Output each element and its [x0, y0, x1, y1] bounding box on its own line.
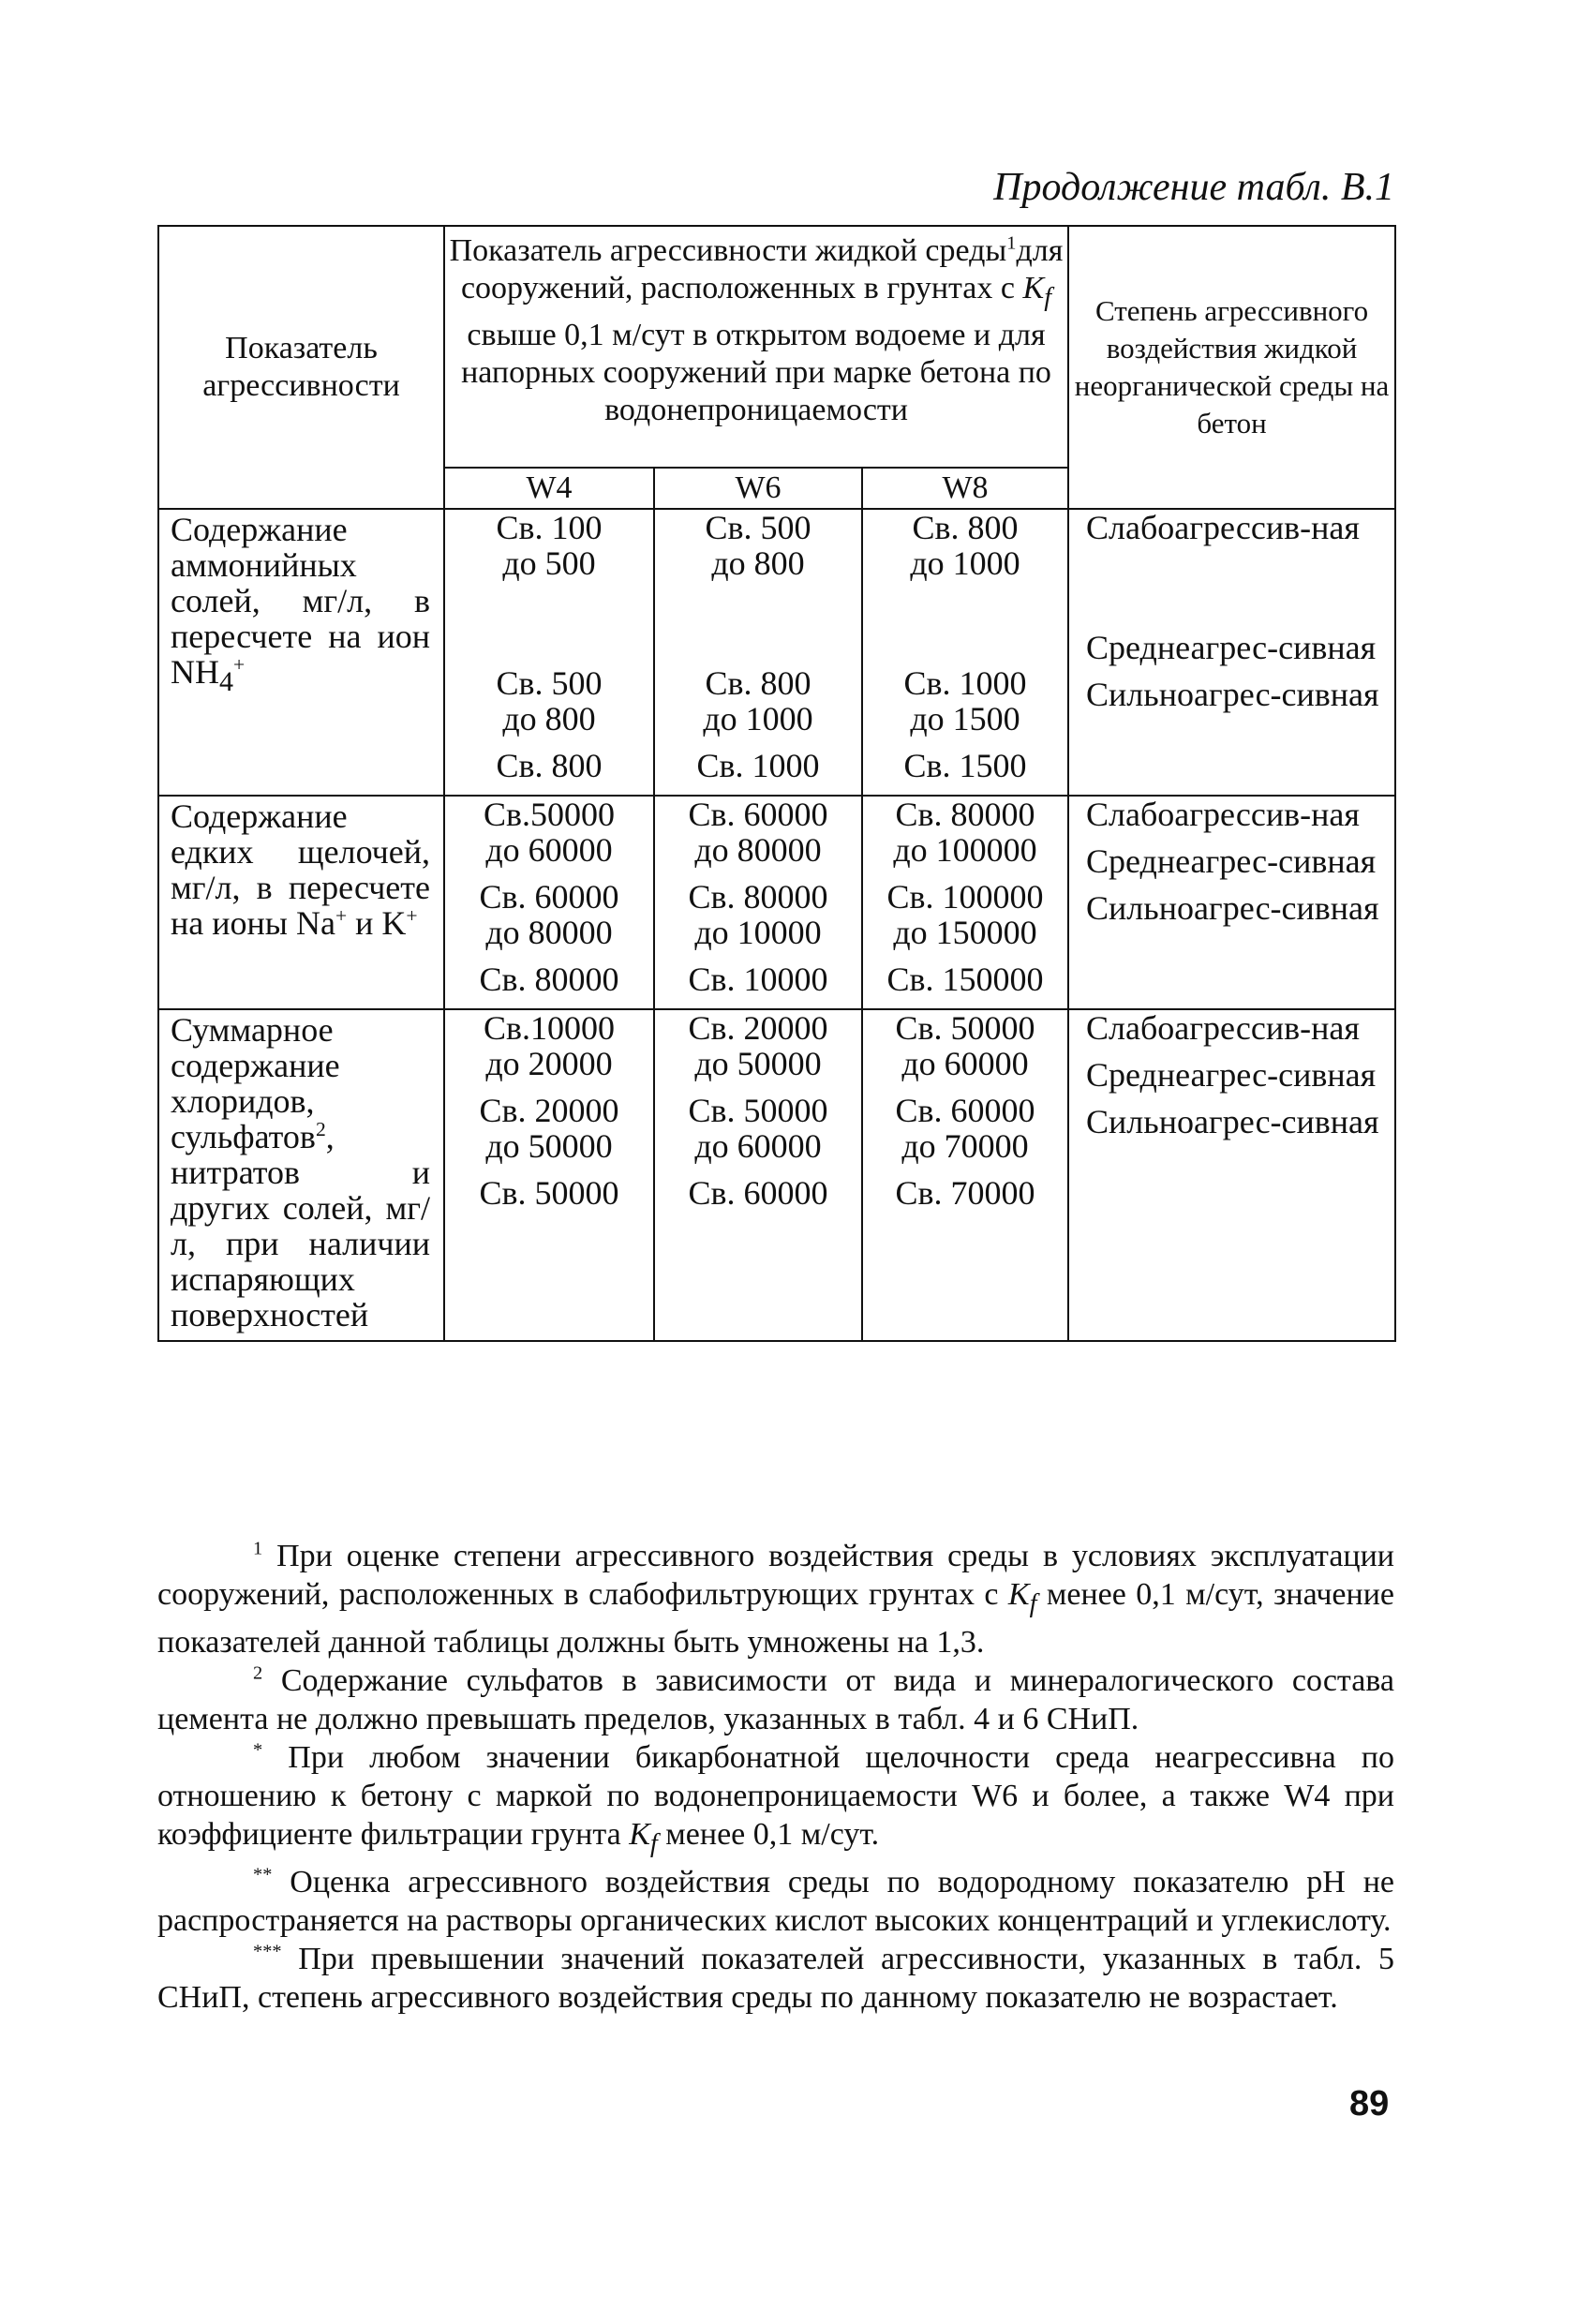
limit-value [445, 510, 653, 581]
limit-line: Св. 800 [912, 509, 1019, 546]
indicator-cell: Содержание аммонийных солей, мг/л, в пересчете на ион $NH_4^+$ [158, 509, 444, 796]
w4-cell [444, 509, 654, 796]
footnote: ** Оценка агрессивного воздействия среды по водородному показателю pH не распространяется на растворы органических кислот высоких концентраций и углекислоту. [157, 1864, 1394, 1938]
limit-value [655, 1175, 861, 1211]
w8-cell [862, 509, 1068, 796]
limit-value [445, 797, 653, 868]
limit-value [655, 1093, 861, 1164]
limit-line: до 1000 [703, 700, 813, 737]
limit-value [863, 1010, 1067, 1081]
limit-line: Св. 150000 [886, 961, 1044, 998]
limit-line: до 1000 [910, 544, 1020, 582]
limit-value [445, 1010, 653, 1081]
limit-line: до 70000 [901, 1127, 1029, 1165]
limit-line: до 60000 [485, 831, 613, 869]
limit-value [863, 748, 1067, 783]
limit-value [445, 1093, 653, 1164]
limit-line: до 500 [502, 544, 596, 582]
degree-value: Среднеагрес-сивная [1086, 629, 1377, 666]
limit-line: Св. 1000 [903, 664, 1027, 702]
limit-value [655, 665, 861, 737]
limit-value [863, 665, 1067, 737]
degree-value: Среднеагрес-сивная [1086, 842, 1377, 880]
header-indicator: Показатель агрессивности [158, 226, 444, 509]
limit-line: до 60000 [901, 1045, 1029, 1082]
limit-value [863, 879, 1067, 950]
degree-cell [1068, 509, 1395, 796]
w4-cell [444, 796, 654, 1009]
degree-value: Сильноагрес-сивная [1086, 676, 1379, 713]
header-degree: Степень агрессивного воздействия жидкой неорганической среды на бетон [1068, 226, 1395, 509]
degree-value: Сильноагрес-сивная [1086, 1103, 1379, 1140]
w8-cell [862, 1009, 1068, 1341]
aggressiveness-table [157, 225, 1396, 1342]
limit-line: Св. 500 [496, 664, 603, 702]
limit-value [445, 961, 653, 997]
header-w4: W4 [444, 468, 654, 509]
table-row [158, 796, 1395, 1009]
limit-value [445, 748, 653, 783]
limit-line: до 10000 [694, 914, 822, 951]
limit-line: Св. 60000 [688, 796, 828, 833]
limit-line: Св. 70000 [895, 1174, 1035, 1212]
limit-line: Св. 500 [705, 509, 811, 546]
limit-value [655, 961, 861, 997]
limit-line: до 100000 [893, 831, 1037, 869]
limit-value [655, 510, 861, 581]
limit-line: до 150000 [893, 914, 1037, 951]
w6-cell [654, 1009, 862, 1341]
header-w8: W8 [862, 468, 1068, 509]
table-row [158, 509, 1395, 796]
w6-cell [654, 509, 862, 796]
limit-value [655, 879, 861, 950]
w6-cell [654, 796, 862, 1009]
degree-value: Среднеагрес-сивная [1086, 1056, 1377, 1094]
degree-value: Слабоагрессив-ная [1086, 1009, 1360, 1047]
limit-line: до 1500 [910, 700, 1020, 737]
footnote: $^2$ Содержание сульфатов в зависимости от вида и минералогического состава цемента не должно превышать пределов, указанных в табл. 4 и 6 СНиП. [157, 1662, 1394, 1736]
limit-line: до 80000 [694, 831, 822, 869]
limit-value [863, 961, 1067, 997]
degree-value: Слабоагрессив-ная [1086, 796, 1360, 833]
degree-value: Слабоагрессив-ная [1086, 509, 1360, 546]
table-caption: Продолжение табл. В.1 [993, 166, 1394, 209]
footnote: *** При превышении значений показателей агрессивности, указанных в табл. 5 СНиП, степень агрессивного воздействия среды по данному показателю не возрастает. [157, 1941, 1394, 2015]
degree-value: Сильноагрес-сивная [1086, 889, 1379, 927]
limit-line: Св. 20000 [688, 1009, 828, 1047]
limit-line: до 60000 [694, 1127, 822, 1165]
limit-line: Св. 10000 [688, 961, 828, 998]
limit-value [863, 1093, 1067, 1164]
footnote: * При любом значении бикарбонатной щелочности среда неагрессивна по отношению к бетону с маркой по водонепроницаемости W6 и более, а также W4 при коэффициенте фильтрации грунта $K_f$ менее 0,1 м/сут. [157, 1739, 1394, 1858]
limit-line: Св. 800 [496, 747, 603, 784]
limit-value [655, 1010, 861, 1081]
header-middle: Показатель агрессивности жидкой среды$^1$для сооружений, расположенных в грунтах с $K_f$ свыше 0,1 м/сут в открытом водоеме и для напорных сооружений при марке бетона по водонепроницаемости [444, 226, 1068, 468]
limit-line: Св. 80000 [479, 961, 619, 998]
table-body [158, 509, 1395, 1341]
limit-value [445, 665, 653, 737]
indicator-cell: Суммарное содержание хлоридов, сульфатов$^2$, нитратов и других солей, мг/л, при наличии испаряющих поверхностей [158, 1009, 444, 1341]
limit-line: до 800 [711, 544, 805, 582]
footnotes [157, 1537, 1394, 2017]
header-w6: W6 [654, 468, 862, 509]
limit-line: до 800 [502, 700, 596, 737]
indicator-cell: Содержание едких щелочей, мг/л, в пересчете на ионы Na+ и K+ [158, 796, 444, 1009]
limit-line: Св. 80000 [688, 878, 828, 916]
limit-line: до 50000 [694, 1045, 822, 1082]
limit-line: Св.50000 [483, 796, 615, 833]
limit-line: Св. 100000 [886, 878, 1044, 916]
limit-line: Св. 100 [496, 509, 603, 546]
degree-cell [1068, 1009, 1395, 1341]
limit-value [445, 879, 653, 950]
limit-line: Св. 50000 [688, 1092, 828, 1129]
limit-line: Св. 50000 [895, 1009, 1035, 1047]
limit-value [863, 797, 1067, 868]
page-number: 89 [1349, 2084, 1390, 2123]
limit-line: Св. 800 [705, 664, 811, 702]
degree-cell [1068, 796, 1395, 1009]
limit-value [863, 510, 1067, 581]
limit-value [655, 748, 861, 783]
limit-value [655, 797, 861, 868]
limit-line: Св. 50000 [479, 1174, 619, 1212]
limit-line: Св. 1500 [903, 747, 1027, 784]
w4-cell [444, 1009, 654, 1341]
limit-line: Св. 60000 [688, 1174, 828, 1212]
limit-line: Св. 20000 [479, 1092, 619, 1129]
limit-line: Св. 1000 [696, 747, 820, 784]
footnote: $^1$ При оценке степени агрессивного воздействия среды в условиях эксплуатации сооружений, расположенных в слабофильтрующих грунтах с $K_f$ менее 0,1 м/сут, значение показателей данной таблицы должны быть умножены на 1,3. [157, 1538, 1394, 1660]
limit-line: до 80000 [485, 914, 613, 951]
limit-line: Св. 60000 [895, 1092, 1035, 1129]
limit-value [445, 1175, 653, 1211]
limit-line: до 50000 [485, 1127, 613, 1165]
table-row [158, 1009, 1395, 1341]
limit-value [863, 1175, 1067, 1211]
w8-cell [862, 796, 1068, 1009]
limit-line: до 20000 [485, 1045, 613, 1082]
limit-line: Св. 80000 [895, 796, 1035, 833]
limit-line: Св. 60000 [479, 878, 619, 916]
limit-line: Св.10000 [483, 1009, 615, 1047]
